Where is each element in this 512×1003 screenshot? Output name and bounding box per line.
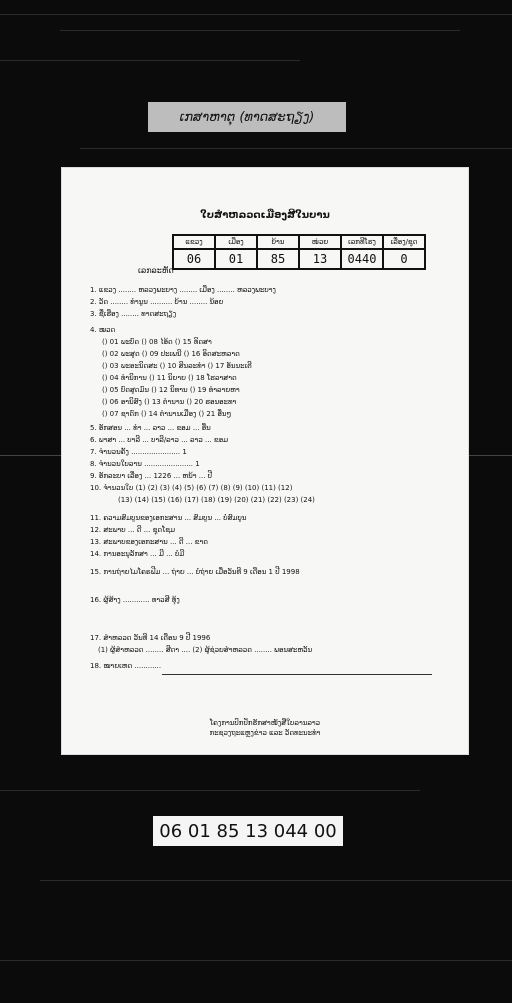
code-grid [172,234,426,270]
form-line: 14. ການອະນຸລັກສາ ... ມີ ... ບໍ່ມີ [90,550,185,558]
grid-value: 0440 [341,249,383,269]
code-label: ເລກລະຫັດ [138,266,174,275]
form-line: 4. ໝວດ [90,326,116,334]
form-line: () 05 ບົດສູດມົນ () 12 ນິທານ () 19 ທຳລາຍຫາ [102,386,240,394]
form-title: ໃບສຳຫລວດເມືອງສີໃນບານ [200,210,330,221]
form-line: 1. ແຂວງ ........ ຫລວງພະບາງ ........ ເມືອງ ........ ຫລວງພະບາງ [90,286,276,294]
form-line: () 06 ອານິສົງ () 13 ຕຳນານ () 20 ຮອນອະທາ [102,398,237,406]
grid-value: 85 [257,249,299,269]
form-line: () 04 ທຳນິການ () 11 ນິຍາຍ () 18 ໂຮລາສາດ [102,374,237,382]
grid-header: ເມືອງ [215,235,257,249]
form-line: 3. ຊື່ເຮືອງ ........ ທາດສະຖຽງ [90,310,177,318]
form-line: 13. ສະພາບຂອງເອກະສານ ... ດີ ... ຂາດ [90,538,208,546]
grid-value: 01 [215,249,257,269]
form-line: 11. ຄວາມສົມບູນຂອງເອກະສານ ... ສົມບູນ ... ບໍ່ສົມບູນ [90,514,247,522]
survey-form [62,168,468,754]
form-line: 16. ຜູ້ສ້າງ ............ ທາວສີ ທຸ້ງ [90,596,180,604]
grid-value: 0 [383,249,425,269]
form-line: () 01 ພະບົດ () 08 ໄອ້ດ () 15 ທິດສາ [102,338,212,346]
grid-header: ເລກທີໂຮງ [341,235,383,249]
grid-value: 06 [173,249,215,269]
form-line: 7. ຈຳນວນຄັ້ງ ...................... 1 [90,448,187,456]
remarks-line [162,674,432,675]
form-line: 2. ວັດ ........ ທຳນູນ .......... ບ້ານ ........ ນ້ອຍ [90,298,224,306]
grid-header: ແຂວງ [173,235,215,249]
footer-line: ກະຊວງຖະແຫຼງຂ່າວ ແລະ ວັດທະນະທຳ [209,729,321,737]
form-line: 10. ຈຳນວນໃບ (1) (2) (3) (4) (5) (6) (7) (8) (9) (10) (11) (12) [90,484,293,492]
form-line: (1) ຜູ້ສຳຫລວດ ........ ສີດາ .... (2) ຜູ້ຊ່ວຍສຳຫລວດ ........ ພອນສະຫວັນ [98,646,313,654]
id-number: 06 01 85 13 044 00 [153,816,343,846]
form-line: 6. ພາສາ ... ບາລີ ... ບາລີ/ລາວ ... ລາວ ... ຂອມ [90,436,229,444]
form-footer [62,718,468,738]
header-label: ເກສາຫາຕຸ (ທາດສະຖຽງ) [148,102,346,132]
form-line: 8. ຈຳນວນໃບລານ ...................... 1 [90,460,200,468]
grid-header: ບ້ານ [257,235,299,249]
form-line: 17. ສຳຫລວດ ວັນທີ 14 ເດືອນ 9 ປີ 1996 [90,634,211,642]
grid-header: ໜ່ວຍ [299,235,341,249]
form-line: (13) (14) (15) (16) (17) (18) (19) (20) (21) (22) (23) (24) [118,496,315,504]
form-line: 5. ອັກສອນ ... ທຳ ... ລາວ ... ຂອມ ... ອື່ນ [90,424,211,432]
form-line: () 07 ຊາດົກ () 14 ຕຳນານເມືອງ () 21 ອື່ນໆ [102,410,232,418]
form-line: () 03 ພະອະນິດສະ () 10 ສິນລະທຳ () 17 ອັນນະເຕີ [102,362,252,370]
form-line: 15. ການຖ່າຍໄມໂຄຣຟີມ ... ຖ່າຍ ... ບໍ່ຖ່າຍ ເມື່ອວັນທີ 9 ເດືອນ 1 ປີ 1998 [90,568,300,576]
grid-value: 13 [299,249,341,269]
form-line: 9. ອັກລະບາ ເລື່ອງ ... 1226 ... ຫນ້າ ... ປີ [90,472,213,480]
grid-header: ເລື່ອງ/ຊຸດ [383,235,425,249]
form-line: 12. ສະພາບ ... ດີ ... ຊຸດໂຊມ [90,526,175,534]
form-line: 18. ໝາຍເຫດ ............ [90,662,162,670]
footer-line: ໂຄງການປົກປັກຮັກສາໜັງສືໃບລານລາວ [209,719,321,727]
form-line: () 02 ພະສູດ () 09 ປະເພນີ () 16 ອິດສະຫລາດ [102,350,240,358]
